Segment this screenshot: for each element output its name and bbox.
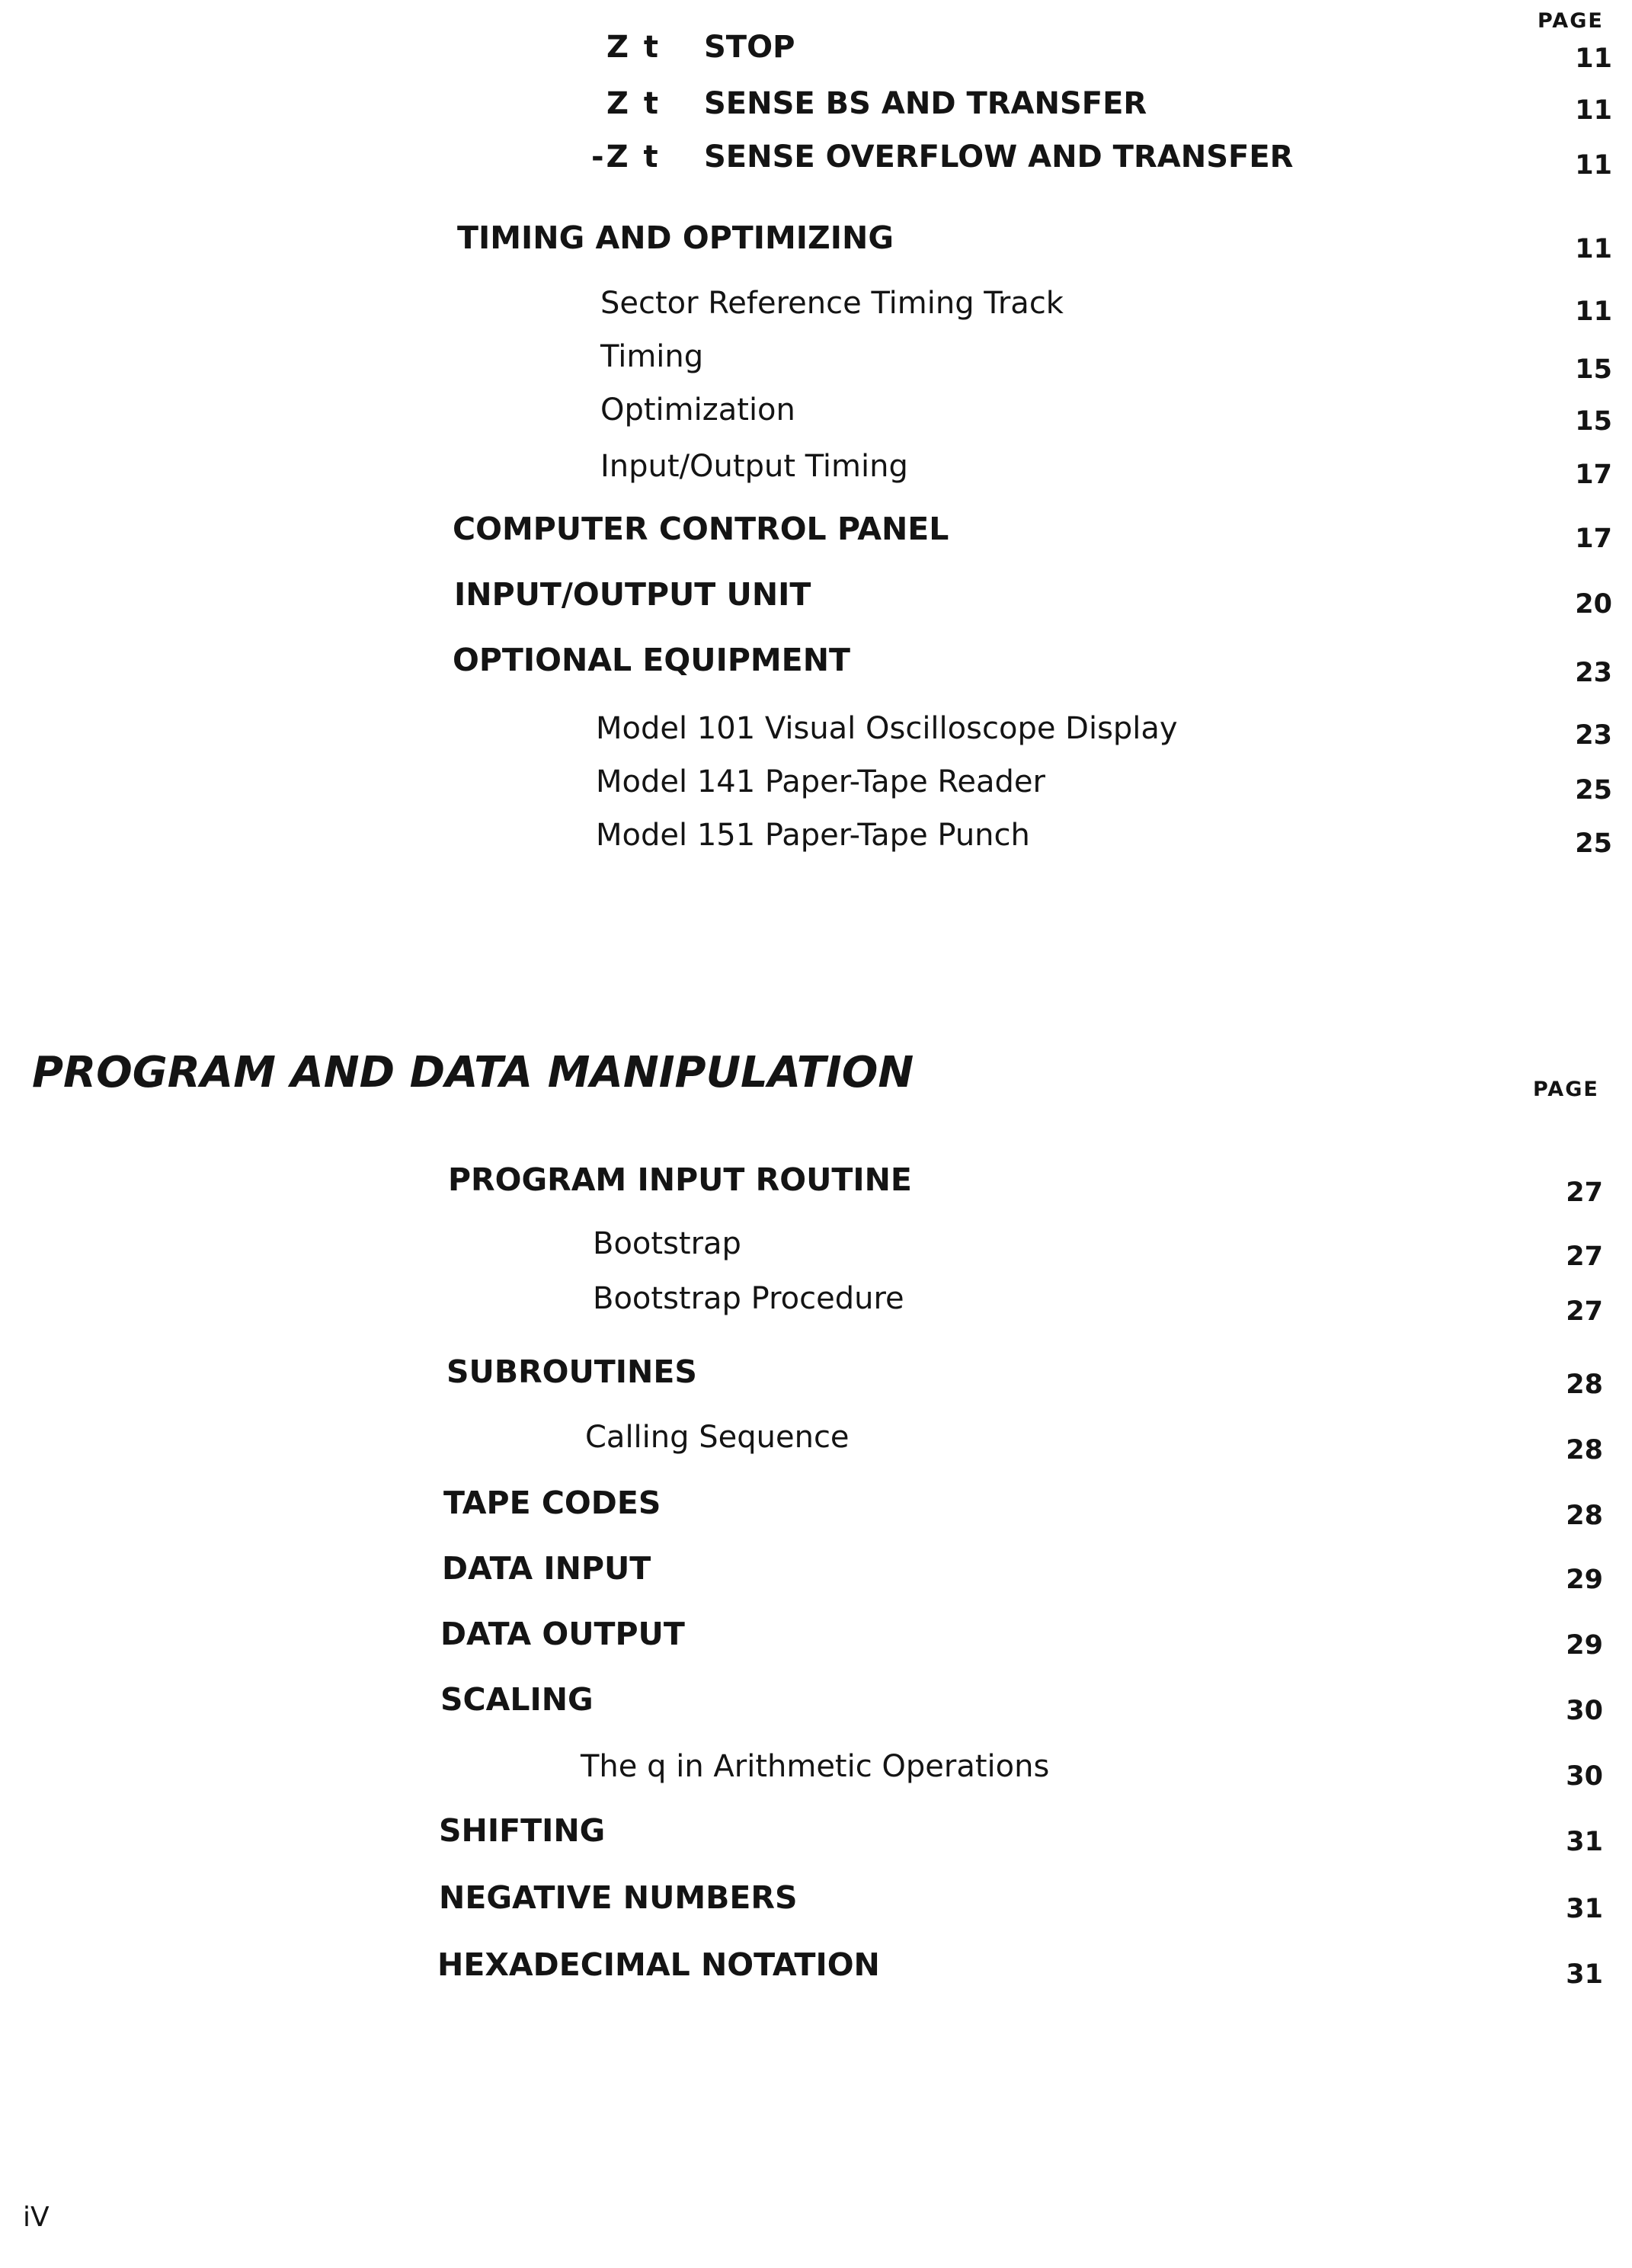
toc-major-heading: TAPE CODES bbox=[443, 1485, 661, 1521]
toc-subentry: Bootstrap Procedure bbox=[593, 1281, 904, 1316]
page-folio: iV bbox=[23, 2202, 50, 2233]
toc-page-number: 27 bbox=[1566, 1241, 1603, 1272]
toc-page-number: 28 bbox=[1566, 1435, 1603, 1466]
toc-page-number: 15 bbox=[1575, 406, 1612, 437]
toc-page-number: 25 bbox=[1575, 828, 1612, 859]
toc-subentry: Timing bbox=[600, 339, 704, 374]
toc-page-number: 11 bbox=[1575, 43, 1612, 74]
toc-subentry: Input/Output Timing bbox=[600, 449, 908, 484]
toc-major-heading: SCALING bbox=[440, 1681, 594, 1718]
toc-page-number: 31 bbox=[1566, 1827, 1603, 1857]
toc-major-heading: SUBROUTINES bbox=[446, 1353, 697, 1390]
toc-major-heading: OPTIONAL EQUIPMENT bbox=[453, 642, 850, 678]
instruction-code: Z t bbox=[606, 30, 661, 65]
toc-entry-title: SENSE OVERFLOW AND TRANSFER bbox=[704, 139, 1294, 175]
toc-major-heading: NEGATIVE NUMBERS bbox=[439, 1879, 798, 1916]
toc-entry-title: STOP bbox=[704, 30, 795, 65]
toc-page-number: 27 bbox=[1566, 1177, 1603, 1208]
section-title: PROGRAM AND DATA MANIPULATION bbox=[32, 1048, 914, 1097]
instruction-code: Z t bbox=[606, 86, 661, 121]
toc-entry-title: SENSE BS AND TRANSFER bbox=[704, 86, 1147, 121]
toc-subentry: Calling Sequence bbox=[585, 1420, 850, 1455]
toc-page-number: 28 bbox=[1566, 1501, 1603, 1531]
toc-page-number: 15 bbox=[1575, 354, 1612, 385]
toc-major-heading: PROGRAM INPUT ROUTINE bbox=[448, 1161, 912, 1198]
toc-page-number: 20 bbox=[1575, 589, 1612, 620]
toc-page-number: 11 bbox=[1575, 296, 1612, 327]
toc-page-number: 11 bbox=[1575, 234, 1612, 264]
toc-page-number: 11 bbox=[1575, 150, 1612, 181]
toc-page-number: 11 bbox=[1575, 95, 1612, 126]
toc-major-heading: SHIFTING bbox=[439, 1812, 606, 1849]
toc-page-number: 30 bbox=[1566, 1761, 1603, 1792]
toc-page-number: 17 bbox=[1575, 524, 1612, 554]
toc-page-number: 23 bbox=[1575, 720, 1612, 751]
page-column-header: PAGE bbox=[1538, 9, 1604, 33]
toc-major-heading: INPUT/OUTPUT UNIT bbox=[454, 576, 811, 613]
page-column-header: PAGE bbox=[1533, 1078, 1599, 1101]
toc-major-heading: DATA OUTPUT bbox=[440, 1616, 685, 1652]
toc-subentry: The q in Arithmetic Operations bbox=[581, 1749, 1050, 1784]
toc-page-number: 27 bbox=[1566, 1296, 1603, 1327]
toc-page-number: 28 bbox=[1566, 1369, 1603, 1400]
toc-subentry: Bootstrap bbox=[593, 1226, 741, 1261]
toc-major-heading: COMPUTER CONTROL PANEL bbox=[453, 511, 949, 547]
toc-page-number: 17 bbox=[1575, 460, 1612, 490]
toc-page-number: 25 bbox=[1575, 775, 1612, 806]
toc-major-heading: DATA INPUT bbox=[442, 1550, 651, 1587]
toc-subentry: Model 101 Visual Oscilloscope Display bbox=[596, 711, 1178, 746]
toc-page-number: 29 bbox=[1566, 1565, 1603, 1595]
toc-page-number: 31 bbox=[1566, 1959, 1603, 1990]
toc-page-number: 29 bbox=[1566, 1630, 1603, 1661]
toc-page-number: 30 bbox=[1566, 1696, 1603, 1726]
toc-page-number: 23 bbox=[1575, 658, 1612, 688]
toc-major-heading: HEXADECIMAL NOTATION bbox=[437, 1946, 880, 1983]
toc-subentry: Model 141 Paper-Tape Reader bbox=[596, 764, 1045, 799]
toc-subentry: Sector Reference Timing Track bbox=[600, 286, 1064, 321]
toc-subentry: Optimization bbox=[600, 392, 795, 428]
toc-subentry: Model 151 Paper-Tape Punch bbox=[596, 818, 1030, 853]
instruction-code: -Z t bbox=[591, 139, 661, 175]
toc-major-heading: TIMING AND OPTIMIZING bbox=[457, 219, 894, 256]
toc-page-number: 31 bbox=[1566, 1894, 1603, 1924]
